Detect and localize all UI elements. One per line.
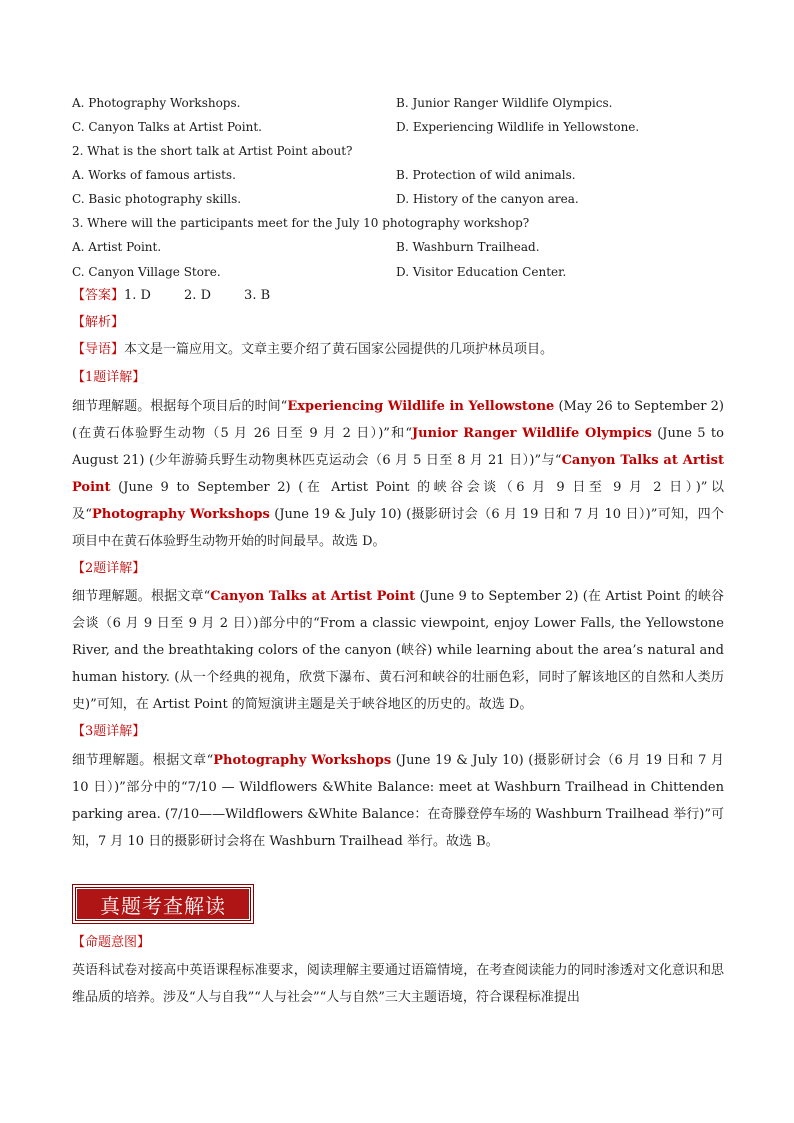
section-banner [72,884,254,924]
detail-2-paragraph [72,583,724,718]
q2-option-d: D. History of the canyon area. [396,192,579,206]
detail-1-paragraph [72,393,724,555]
q1-option-d: D. Experiencing Wildlife in Yellowstone. [396,120,640,134]
analysis-label: 【解析】 [72,315,125,330]
detail-1-bold-3: Canyon Talks at Artist Point [72,453,724,495]
intro-text: 本文是一篇应用文。文章主要介绍了黄石国家公园提供的几项护林员项目。 [124,342,554,357]
detail-1-bold-4: Photography Workshops [91,507,270,522]
detail-2-label: 【2题详解】 [72,561,146,576]
detail-2-bold-1: Canyon Talks at Artist Point [210,589,416,604]
detail-1-bold-1: Experiencing Wildlife in Yellowstone [287,399,555,414]
q1-option-b: B. Junior Ranger Wildlife Olympics. [396,96,613,110]
q2-option-a: A. Works of famous artists. [72,168,236,182]
q3-option-c: C. Canyon Village Store. [72,265,221,279]
detail-1-text-3: (June 5 to August 21) (少年游骑兵野生动物奥林匹克运动会（6 月 5 日至 8 月 21 日）)”与“ [72,426,724,468]
detail-1-label: 【1题详解】 [72,370,146,385]
q3-option-d: D. Visitor Education Center. [396,265,567,279]
q2-option-b: B. Protection of wild animals. [396,168,576,182]
detail-3-text-1: 细节理解题。根据文章“ [72,753,214,768]
detail-1-text-4: (June 9 to September 2) (在 Artist Point 的峡谷会谈（6 月 9 日至 9 月 2 日）)”以及“ [72,480,724,522]
detail-1-text-5: (June 19 & July 10) (摄影研讨会（6 月 19 日和 7 月 10 日）)”可知，四个项目中在黄石体验野生动物开始的时间最早。故选 D。 [72,507,725,549]
section-banner-title: 真题考查解读 [100,893,226,918]
q3-option-a: A. Artist Point. [72,240,162,254]
detail-2-text-2: (June 9 to September 2) (在 Artist Point 的峡谷会谈（6 月 9 日至 9 月 2 日）)部分中的“From a classic viewpoint, enjoy Lower Falls, the Yellowstone River, and the breathtaking colors of the canyon (峡谷) while learning about the area’s natural and human history. (从一个经典的视角，欣赏下瀑布、黄石河和峡谷的壮丽色彩，同时了解该地区的自然和人类历史)”可知，在 Artist Point 的简短演讲主题是关于峡谷地区的历史的。故选 D。 [72,589,724,712]
detail-1-text-1: 细节理解题。根据每个项目后的时间“ [72,399,288,414]
intro-label: 【导语】 [72,342,125,357]
detail-1-text-2: (May 26 to September 2) (在黄石体验野生动物（5 月 26 日至 9 月 2 日）)”和“ [72,399,724,441]
intent-label: 【命题意图】 [72,935,151,950]
detail-3-label: 【3题详解】 [72,724,146,739]
q1-option-a: A. Photography Workshops. [72,96,241,110]
answer-label: 【答案】 [72,288,125,303]
q2-stem: 2. What is the short talk at Artist Point about? [72,144,353,158]
intent-paragraph [72,957,724,1011]
answer-text: 1. D 2. D 3. B [124,288,271,303]
q2-option-c: C. Basic photography skills. [72,192,242,206]
intent-text: 英语科试卷对接高中英语课程标准要求，阅读理解主要通过语篇情境，在考查阅读能力的同时渗透对文化意识和思维品质的培养。涉及“人与自我”“人与社会”“人与自然”三大主题语境，符合课程标准提出 [72,963,724,1005]
q1-option-c: C. Canyon Talks at Artist Point. [72,120,262,134]
detail-3-bold-1: Photography Workshops [213,753,392,768]
section-banner-inner [76,888,250,920]
detail-1-bold-2: Junior Ranger Wildlife Olympics [412,426,652,441]
intro-line [72,342,553,358]
q3-stem: 3. Where will the participants meet for the July 10 photography workshop? [72,216,530,230]
detail-3-paragraph [72,747,724,855]
detail-3-text-2: (June 19 & July 10) (摄影研讨会（6 月 19 日和 7 月 10 日）)”部分中的“7/10 — Wildflowers &White Balance: meet at Washburn Trailhead in Chittenden parking area. (7/10——Wildflowers &White Balance：在奇滕登停车场的 Washburn Trailhead 举行)”可知，7 月 10 日的摄影研讨会将在 Washburn Trailhead 举行。故选 B。 [72,753,724,849]
detail-2-text-1: 细节理解题。根据文章“ [72,589,211,604]
q3-option-b: B. Washburn Trailhead. [396,240,540,254]
answer-line [72,288,270,304]
